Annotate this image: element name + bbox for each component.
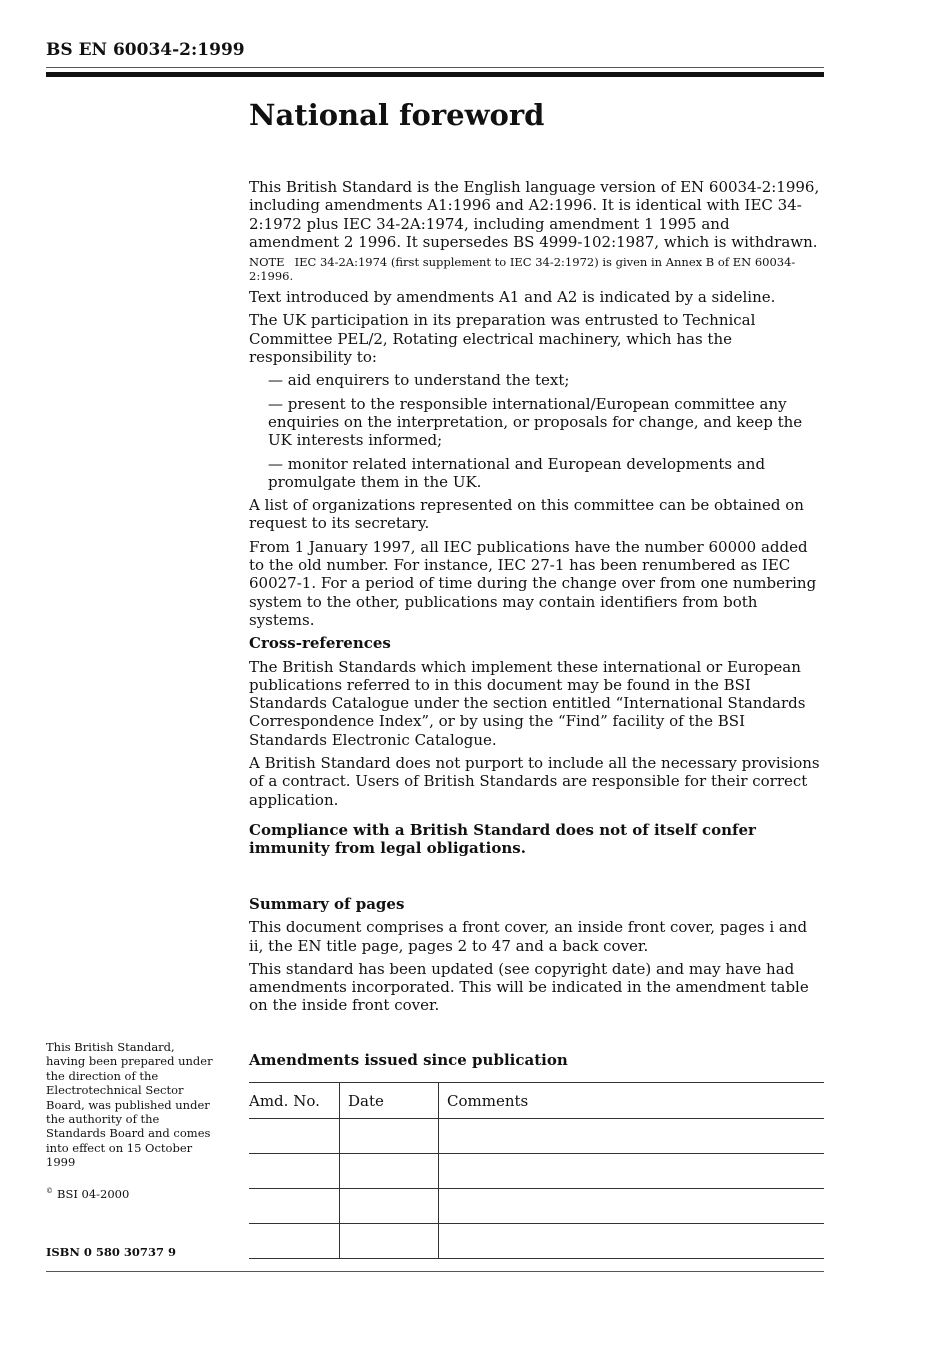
copyright — [46, 1184, 216, 1201]
header-rule-thick — [46, 72, 824, 77]
header-rule-thin — [46, 67, 824, 68]
summary-pages-paragraph: This document comprises a front cover, an inside front cover, pages i and ii, the EN title page, pages 2 to 47 and a back cover. — [249, 918, 808, 955]
amendments-table — [249, 1082, 824, 1259]
compliance-statement: Compliance with a British Standard does not of itself confer immunity from legal obligations. — [249, 820, 756, 858]
table-cell — [439, 1224, 825, 1259]
amendments-header-row — [249, 1083, 824, 1119]
organizations-paragraph: A list of organizations represented on this committee can be obtained on request to its secretary. — [249, 496, 804, 533]
table-cell — [340, 1224, 439, 1259]
crossref-heading: Cross-references — [249, 634, 391, 653]
list-item: — monitor related international and European developments and promulgate them in the UK. — [268, 454, 766, 491]
table-row — [249, 1189, 824, 1224]
list-item: — aid enquirers to understand the text; — [268, 371, 570, 390]
copyright-symbol: © — [46, 1186, 53, 1195]
table-row — [249, 1119, 824, 1154]
table-cell — [340, 1119, 439, 1154]
numbering-paragraph: From 1 January 1997, all IEC publications have the number 60000 added to the old number. For instance, IEC 27-1 has been renumbered as IEC 60027-1. For a period of time during the change over from one numbering system to the other, publications may contain identifiers from both systems. — [249, 537, 817, 629]
amendments-title: Amendments issued since publication — [249, 1051, 568, 1069]
table-cell — [340, 1189, 439, 1224]
table-cell — [249, 1119, 340, 1154]
table-cell — [439, 1189, 825, 1224]
summary-updated-paragraph: This standard has been updated (see copyright date) and may have had amendments incorporated. This will be indicated in the amendment table on the inside front cover. — [249, 959, 809, 1015]
sideline-paragraph: Text introduced by amendments A1 and A2 is indicated by a sideline. — [249, 288, 776, 307]
col-amd-no: Amd. No. — [249, 1083, 340, 1119]
note-text: IEC 34-2A:1974 (first supplement to IEC 34-2:1972) is given in Annex B of EN 60034-2:1996. — [249, 255, 796, 283]
table-cell — [249, 1224, 340, 1259]
crossref-paragraph: The British Standards which implement these international or European publications referred to in this document may be found in the BSI Standards Catalogue under the section entitled “International Standards Correspondence Index”, or by using the “Find” facility of the BSI Standards Electronic Catalogue. — [249, 657, 806, 749]
contract-paragraph: A British Standard does not purport to include all the necessary provisions of a contract. Users of British Standards are responsible for their correct application. — [249, 754, 820, 809]
col-date: Date — [340, 1083, 439, 1119]
note — [249, 256, 824, 283]
copyright-text: BSI 04-2000 — [57, 1186, 130, 1201]
publication-sidebar — [46, 1040, 216, 1201]
list-item: — present to the responsible international/European committee any enquiries on the interpretation, or proposals for change, and keep the UK interests informed; — [268, 394, 803, 450]
participation-paragraph: The UK participation in its preparation was entrusted to Technical Committee PEL/2, Rotating electrical machinery, which has the responsibility to: — [249, 311, 756, 367]
summary-heading: Summary of pages — [249, 895, 405, 913]
intro-paragraph: This British Standard is the English language version of EN 60034-2:1996, including amendments A1:1996 and A2:1996. It is identical with IEC 34-2:1972 plus IEC 34-2A:1974, including amendment 1 1995 and amendment 2 1996. It supersedes BS 4999-102:1987, which is withdrawn. — [249, 178, 820, 251]
page-title: National foreword — [249, 98, 545, 132]
standard-id: BS EN 60034-2:1999 — [46, 40, 245, 60]
table-row — [249, 1224, 824, 1259]
table-row — [249, 1154, 824, 1189]
col-comments: Comments — [439, 1083, 825, 1119]
footer-rule — [46, 1271, 824, 1272]
table-cell — [439, 1154, 825, 1189]
foreword-body — [249, 178, 824, 863]
table-cell — [249, 1154, 340, 1189]
table-cell — [249, 1189, 340, 1224]
table-cell — [439, 1119, 825, 1154]
summary-of-pages — [249, 895, 824, 1020]
note-label: NOTE — [249, 255, 285, 270]
authority-text: This British Standard, having been prepared under the direction of the Electrotechnical Sector Board, was published under the authority of the Standards Board and comes into effect on 15 October 1999 — [46, 1040, 213, 1170]
table-cell — [340, 1154, 439, 1189]
isbn: ISBN 0 580 30737 9 — [46, 1245, 176, 1259]
